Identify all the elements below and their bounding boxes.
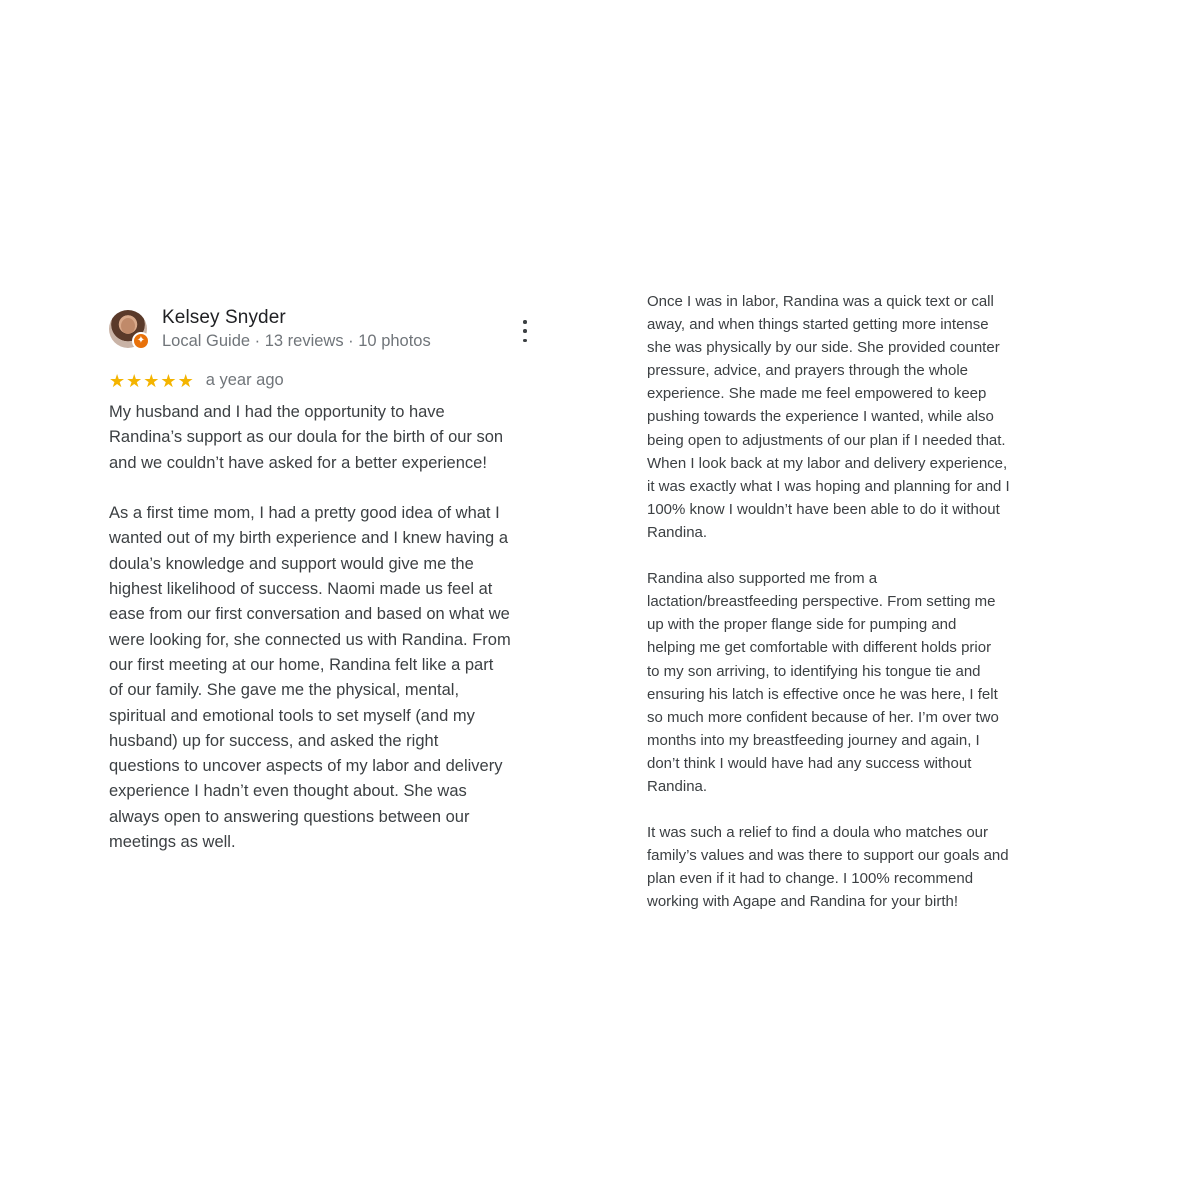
reviewer-meta: Local Guide · 13 reviews · 10 photos — [162, 332, 431, 350]
review-card-left — [109, 305, 549, 852]
avatar-photo — [121, 318, 135, 334]
avatar[interactable] — [109, 310, 147, 348]
rating-row — [109, 371, 284, 390]
more-dot — [523, 320, 527, 324]
review-text-part-2: Once I was in labor, Randina was a quick text or call away, and when things started getting more intense she was physically by our side. She provided counter pressure, advice, and prayers through the whole experience. She made me feel empowered to keep pushing towards the experience I wanted, while also being open to adjustments of our plan if I needed that. When I look back at my labor and delivery experience, it was exactly what I was hoping and planning for and I 100% know I wouldn’t have been able to do it without Randina. Randina also supported me from a lactation/breastfeeding perspective. From setting me up with the proper flange side for pumping and helping me get comfortable with different holds prior to my son arriving, to identifying his tongue tie and ensuring his latch is effective once he was here, I felt so much more confident because of her. I’m over two months into my breastfeeding journey and again, I don’t think I would have had any success without Randina. It was such a relief to find a doula who matches our family’s values and was there to support our goals and plan even if it had to change. I 100% recommend working with Agape and Randina for your birth! — [647, 293, 1010, 910]
more-dot — [523, 339, 527, 343]
review-header — [109, 305, 549, 357]
reviewer-name[interactable]: Kelsey Snyder — [162, 307, 286, 328]
local-guide-badge-icon: ✦ — [132, 332, 150, 350]
star-icon: ★ — [160, 370, 177, 391]
more-vert-icon[interactable] — [515, 320, 535, 342]
review-date: a year ago — [205, 371, 284, 389]
more-dot — [523, 329, 527, 333]
star-rating — [109, 372, 194, 390]
star-icon: ★ — [177, 370, 194, 391]
review-card-right — [647, 290, 1047, 910]
star-icon: ★ — [143, 370, 160, 391]
star-icon: ★ — [109, 370, 126, 391]
review-text-part-1: My husband and I had the opportunity to have Randina’s support as our doula for the birth of our son and we couldn’t have asked for a better experience! As a first time mom, I had a pretty good idea of what I wanted out of my birth experience and I knew having a doula’s knowledge and support would give me the highest likelihood of success. Naomi made us feel at ease from our first conversation and based on what we were looking for, she connected us with Randina. From our first meeting at our home, Randina felt like a part of our family. She gave me the physical, mental, spiritual and emotional tools to set myself (and my husband) up for success, and asked the right questions to uncover aspects of my labor and delivery experience I hadn’t even thought about. She was always open to answering questions between our meetings as well. — [109, 403, 511, 852]
star-icon: ★ — [126, 370, 143, 391]
